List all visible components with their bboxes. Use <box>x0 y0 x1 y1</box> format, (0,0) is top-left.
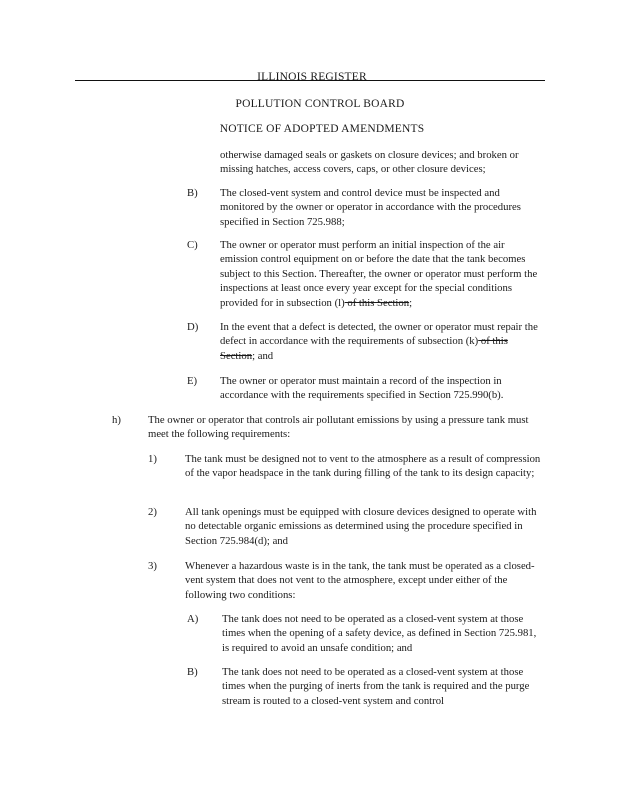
register-title: ILLINOIS REGISTER <box>257 71 367 83</box>
item-label-1: 1) <box>148 453 157 465</box>
section-h-label: h) <box>112 414 121 426</box>
item-text-2: All tank openings must be equipped with closure devices designed to operate with no detectable organic emissions as determined using the procedure specified in Section 725.984(d); and <box>185 506 537 547</box>
subitem-text-d: In the event that a defect is detected, the owner or operator must repair the defect in accordance with the requirements of subsection (k) of this Section; and <box>220 321 538 362</box>
item-text-3: Whenever a hazardous waste is in the tank, the tank must be operated as a closed-vent system that does not vent to the atmosphere, except under either of the following two conditions: <box>185 560 535 601</box>
item-label-3: 3) <box>148 560 157 572</box>
subitem-label-3a: A) <box>187 613 199 625</box>
notice-title: NOTICE OF ADOPTED AMENDMENTS <box>219 123 425 135</box>
subitem-label-e: E) <box>187 375 198 387</box>
section-h-text: The owner or operator that controls air pollutant emissions by using a pressure tank must meet the following requirements: <box>148 414 529 441</box>
struck-text: of this Section <box>344 296 410 309</box>
subitem-label-d: D) <box>187 321 199 333</box>
subitem-text-3b: The tank does not need to be operated as a closed-vent system at those times when the purging of inerts from the tank is required and the purge stream is routed to a closed-vent system and control <box>222 666 530 707</box>
subitem-label-c: C) <box>187 239 198 251</box>
struck-text: of this Section <box>220 335 508 362</box>
subitem-text-e: The owner or operator must maintain a record of the inspection in accordance with the requirements specified in Section 725.990(b). <box>220 375 504 402</box>
subitem-label-b: B) <box>187 187 198 199</box>
item-label-2: 2) <box>148 506 157 518</box>
subitem-label-3b: B) <box>187 666 198 678</box>
subitem-text-b: The closed-vent system and control device must be inspected and monitored by the owner or operator in accordance with the procedures specified in Section 725.988; <box>220 187 521 228</box>
subitem-text-3a: The tank does not need to be operated as a closed-vent system at those times when the opening of a safety device, as defined in Section 725.981, is required to avoid an unsafe condition; and <box>222 613 537 654</box>
item-text-1: The tank must be designed not to vent to the atmosphere as a result of compression of the vapor headspace in the tank during filling of the tank to its design capacity; <box>185 453 541 480</box>
subitem-text-c: The owner or operator must perform an initial inspection of the air emission control equipment on or before the date that the tank becomes subject to this Section. Thereafter, the owner or operator must perform the inspections at least once every year except for the special conditions provided for in subsection (l) of this Section; <box>220 239 538 309</box>
board-title: POLLUTION CONTROL BOARD <box>235 98 405 110</box>
continued-paragraph: otherwise damaged seals or gaskets on closure devices; and broken or missing hatches, access covers, caps, or other closure devices; <box>220 149 519 176</box>
